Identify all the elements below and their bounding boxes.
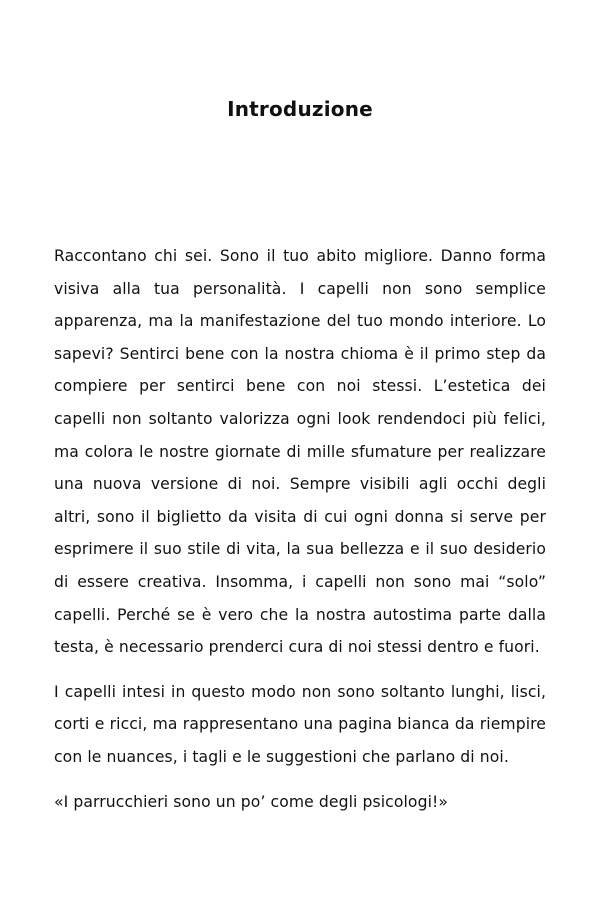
page-title: Introduzione [227,97,373,121]
paragraph-intro: Raccontano chi sei. Sono il tuo abito migliore. Danno forma visiva alla tua personalità. I capelli non sono semplice apparenza, ma la manifestazione del tuo mondo interiore. Lo sapevi? Sentirci bene con la nostra chioma è il primo step da compiere per sentirci bene con noi stessi. L’estetica dei capelli non soltanto valorizza ogni look rendendoci più felici, ma colora le nostre giornate di mille sfumature per realizzare una nuova versione di noi. Sempre visibili agli occhi degli altri, sono il biglietto da visita di cui ogni donna si serve per esprimere il suo stile di vita, la sua bellezza e il suo desiderio di essere creativa. Insomma, i capelli non sono mai “solo” capelli. Perché se è vero che la nostra autostima parte dalla testa, è necessario prenderci cura di noi stessi dentro e fuori. [54,247,546,657]
document-body [54,240,546,830]
paragraph-hair-meaning: I capelli intesi in questo modo non sono soltanto lunghi, lisci, corti e ricci, ma rappresentano una pagina bianca da riempire con le nuances, i tagli e le suggestioni che parlano di noi. [54,682,546,766]
paragraph-quote: «I parrucchieri sono un po’ come degli psicologi!» [54,792,448,811]
